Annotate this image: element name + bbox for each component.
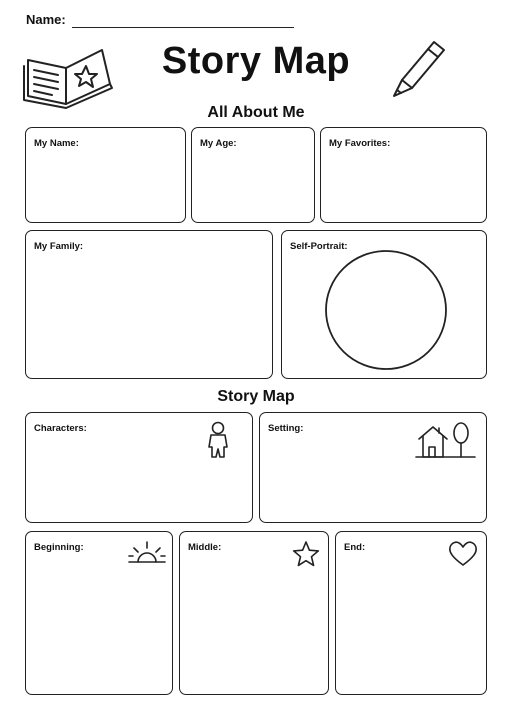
setting-box[interactable] (259, 412, 487, 523)
my-name-box[interactable] (25, 127, 186, 223)
setting-label: Setting: (268, 423, 304, 434)
name-label: Name: (26, 12, 66, 27)
my-family-label: My Family: (34, 241, 84, 252)
my-family-box[interactable] (25, 230, 273, 379)
name-line[interactable] (72, 27, 294, 28)
star-icon (292, 540, 320, 568)
house-tree-icon (415, 421, 477, 461)
beginning-box[interactable] (25, 531, 173, 695)
pencil-icon (388, 34, 450, 100)
my-age-box[interactable] (191, 127, 315, 223)
section-heading-story: Story Map (217, 388, 295, 405)
middle-label: Middle: (188, 542, 222, 553)
portrait-circle (324, 249, 448, 371)
end-label: End: (344, 542, 366, 553)
my-name-label: My Name: (34, 138, 79, 149)
section-heading-about: All About Me (207, 104, 305, 121)
characters-label: Characters: (34, 423, 87, 434)
middle-box[interactable] (179, 531, 329, 695)
self-portrait-box[interactable] (281, 230, 487, 379)
heart-icon (448, 540, 478, 568)
my-favorites-label: My Favorites: (329, 138, 391, 149)
beginning-label: Beginning: (34, 542, 84, 553)
sunrise-icon (128, 540, 166, 566)
person-icon (206, 421, 230, 459)
self-portrait-label: Self-Portrait: (290, 241, 348, 252)
my-favorites-box[interactable] (320, 127, 487, 223)
my-age-label: My Age: (200, 138, 237, 149)
characters-box[interactable] (25, 412, 253, 523)
page-title: Story Map (161, 40, 351, 82)
end-box[interactable] (335, 531, 487, 695)
